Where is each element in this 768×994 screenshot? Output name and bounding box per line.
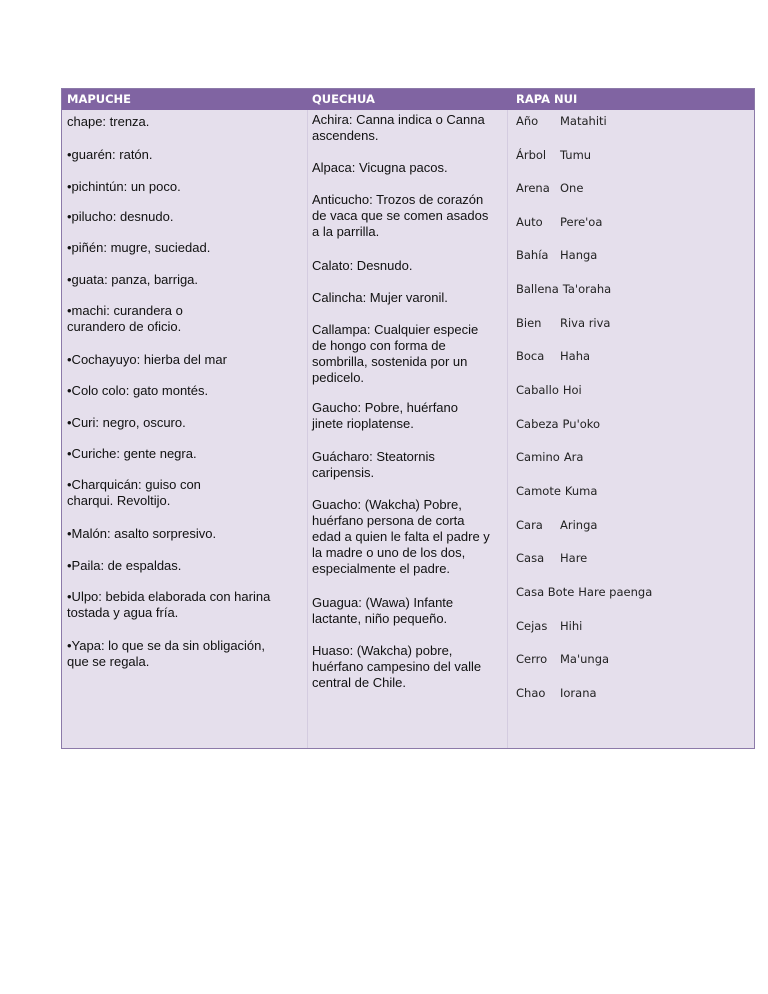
spanish-word: Camote (516, 484, 561, 498)
rapanui-word: Ta'oraha (562, 282, 612, 296)
quechua-entry: Callampa: Cualquier especie de hongo con forma de sombrilla, sostenida por un pedicelo. (312, 322, 479, 385)
spanish-word: Auto (516, 215, 543, 229)
rapanui-entry (516, 585, 652, 599)
rapanui-entry (516, 181, 583, 195)
mapuche-entry: •Ulpo: bebida elaborada con harina tostada y agua fría. (67, 589, 271, 620)
table-header-row (62, 89, 754, 110)
quechua-entry: Huaso: (Wakcha) pobre, huérfano campesino del valle central de Chile. (312, 643, 482, 690)
mapuche-entry: •Paila: de espaldas. (67, 558, 182, 573)
rapanui-entry (516, 450, 583, 464)
spanish-word: Bien (516, 316, 542, 330)
spanish-word: Ballena (516, 282, 559, 296)
mapuche-entry: •guarén: ratón. (67, 147, 153, 162)
header-rapanui: RAPA NUI (516, 92, 578, 106)
spanish-word: Caballo (516, 383, 559, 397)
rapanui-entry (516, 114, 607, 128)
rapanui-word: Matahiti (560, 114, 607, 128)
mapuche-entry: •Colo colo: gato montés. (67, 383, 209, 398)
quechua-entry: Calato: Desnudo. (312, 258, 413, 273)
rapanui-word: Kuma (564, 484, 598, 498)
quechua-entry: Alpaca: Vicugna pacos. (312, 160, 448, 175)
mapuche-entry: •Curiche: gente negra. (67, 446, 197, 461)
rapanui-entry (516, 349, 590, 363)
rapanui-word: Tumu (560, 148, 592, 162)
rapanui-word: Hare paenga (578, 585, 653, 599)
column-quechua (307, 110, 507, 748)
quechua-entry: Guacho: (Wakcha) Pobre, huérfano persona de corta edad a quien le falta el padre y la madre o uno de los dos, especialmente el padre. (312, 497, 490, 576)
mapuche-entry: •Malón: asalto sorpresivo. (67, 526, 217, 541)
rapanui-entry (516, 282, 611, 296)
vocabulary-table (61, 88, 755, 749)
rapanui-entry (516, 518, 597, 532)
quechua-entry: Achira: Canna indica o Canna ascendens. (312, 112, 485, 143)
mapuche-entry: •pichintún: un poco. (67, 179, 181, 194)
rapanui-word: One (560, 181, 584, 195)
spanish-word: Camino (516, 450, 560, 464)
rapanui-word: Riva riva (560, 316, 611, 330)
mapuche-entry: •Curi: negro, oscuro. (67, 415, 186, 430)
spanish-word: Bahía (516, 248, 549, 262)
spanish-word: Cejas (516, 619, 548, 633)
rapanui-word: Ara (563, 450, 584, 464)
rapanui-word: Pu'oko (562, 417, 601, 431)
rapanui-entry (516, 417, 600, 431)
spanish-word: Árbol (516, 148, 547, 162)
mapuche-entry: •Charquicán: guiso con charqui. Revoltijo. (67, 477, 201, 508)
spanish-word: Cara (516, 518, 543, 532)
rapanui-word: Haha (560, 349, 591, 363)
rapanui-word: Hanga (560, 248, 598, 262)
column-mapuche (62, 110, 307, 748)
quechua-entry: Guagua: (Wawa) Infante lactante, niño pequeño. (312, 595, 454, 626)
rapanui-word: Iorana (560, 686, 597, 700)
mapuche-entry: •Yapa: lo que se da sin obligación, que se regala. (67, 638, 266, 669)
rapanui-entry (516, 248, 597, 262)
spanish-word: Casa (516, 551, 545, 565)
spanish-word: Cabeza (516, 417, 559, 431)
spanish-word: Año (516, 114, 539, 128)
mapuche-entry: •machi: curandera o curandero de oficio. (67, 303, 183, 334)
rapanui-entry (516, 686, 597, 700)
rapanui-word: Aringa (560, 518, 598, 532)
mapuche-entry: •guata: panza, barriga. (67, 272, 199, 287)
rapanui-word: Hihi (560, 619, 583, 633)
quechua-entry: Gaucho: Pobre, huérfano jinete rioplatense. (312, 400, 458, 431)
spanish-word: Arena (516, 181, 550, 195)
column-rapanui (507, 110, 755, 748)
spanish-word: Casa Bote (516, 585, 575, 599)
header-mapuche: MAPUCHE (67, 92, 132, 106)
rapanui-entry (516, 619, 582, 633)
spanish-word: Chao (516, 686, 546, 700)
spanish-word: Cerro (516, 652, 548, 666)
rapanui-entry (516, 652, 609, 666)
mapuche-entry: •Cochayuyo: hierba del mar (67, 352, 227, 367)
quechua-entry: Calincha: Mujer varonil. (312, 290, 448, 305)
quechua-entry: Guácharo: Steatornis caripensis. (312, 449, 435, 480)
header-quechua: QUECHUA (312, 92, 375, 106)
rapanui-word: Pere'oa (560, 215, 603, 229)
rapanui-word: Ma'unga (560, 652, 610, 666)
rapanui-entry (516, 316, 610, 330)
mapuche-entry: chape: trenza. (67, 114, 150, 129)
mapuche-entry: •piñén: mugre, suciedad. (67, 240, 211, 255)
rapanui-word: Hoi (562, 383, 582, 397)
rapanui-entry (516, 484, 597, 498)
spanish-word: Boca (516, 349, 545, 363)
rapanui-entry (516, 215, 602, 229)
rapanui-entry (516, 551, 587, 565)
rapanui-word: Hare (560, 551, 588, 565)
quechua-entry: Anticucho: Trozos de corazón de vaca que se comen asados a la parrilla. (312, 192, 489, 239)
rapanui-entry (516, 148, 591, 162)
mapuche-entry: •pilucho: desnudo. (67, 209, 174, 224)
rapanui-entry (516, 383, 582, 397)
